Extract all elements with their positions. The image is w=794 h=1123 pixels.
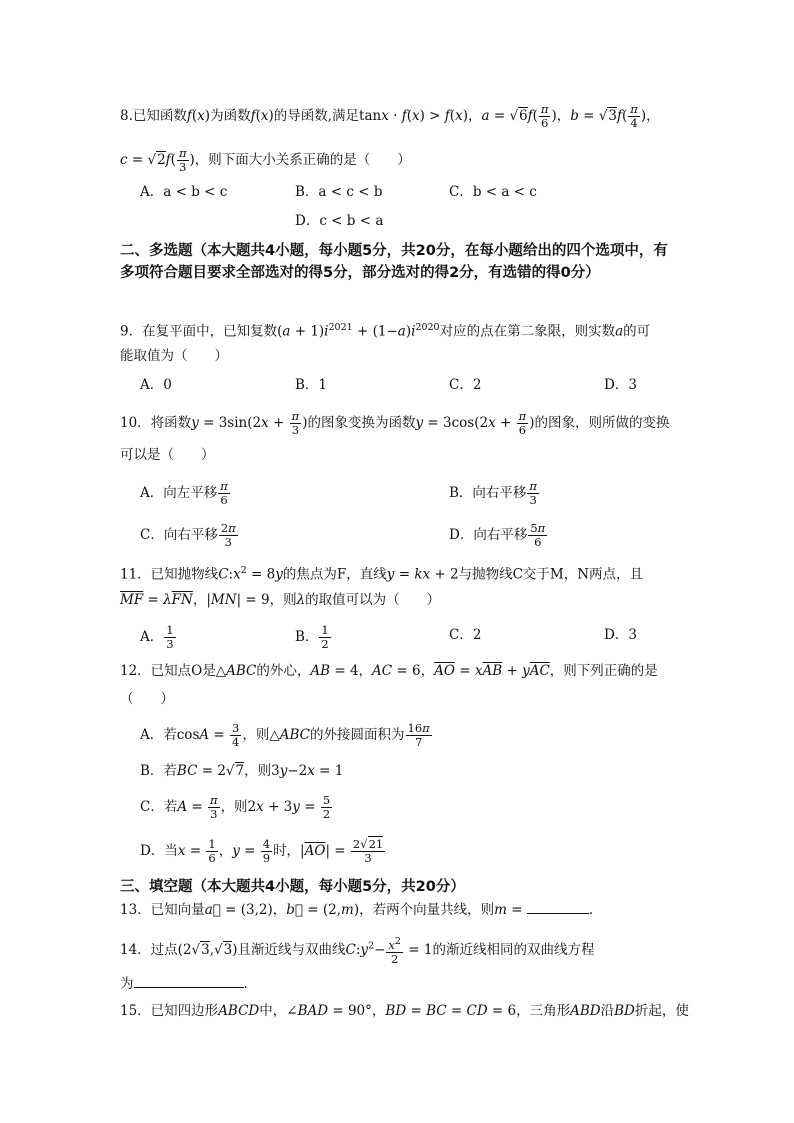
q14-answer-blank[interactable] <box>134 973 244 988</box>
q8-line2: c = √2f( $\frac{\pi}{3}$ )，则下面大小关系正确的是（ ） <box>120 146 411 174</box>
q9-option-d[interactable]: D．3 <box>604 377 637 393</box>
q13-line: 13．已知向量a⃗ = (3,2)，b⃗ = (2,m)，若两个向量共线，则m = . <box>120 899 593 920</box>
q8-option-c[interactable]: C．b < a < c <box>449 184 537 200</box>
q10-line1: 10．将函数y = 3sin(2x + $\frac{\pi}{3}$ )的图象变换为函数y = 3cos(2x + $\frac{\pi}{6}$ )的图象，则所做的变换 <box>120 409 670 437</box>
q12-option-b[interactable]: B．若BC = 2√7，则3y−2x = 1 <box>140 763 344 779</box>
q13-answer-blank[interactable] <box>527 899 589 914</box>
q10-option-b[interactable]: B．向右平移 $\frac{\pi}{3}$ <box>449 479 537 507</box>
q9-line2: 能取值为（ ） <box>120 348 228 364</box>
q12-option-a[interactable]: A．若cosA = $\frac{3}{4}$ ，则△ABC的外接圆面积为 $\frac{16\pi}{7}$ <box>140 721 430 749</box>
q10-option-c[interactable]: C．向右平移 $\frac{2\pi}{3}$ <box>140 521 236 549</box>
q12-option-c[interactable]: C．若A = $\frac{\pi}{3}$ ，则2x + 3y = $\frac{5}{2}$ <box>140 793 331 821</box>
q9-option-a[interactable]: A．0 <box>140 377 172 393</box>
q8-option-b[interactable]: B．a < c < b <box>295 184 383 200</box>
q8-option-d[interactable]: D．c < b < a <box>295 213 384 229</box>
q9-line1: 9．在复平面中，已知复数$(a + 1)i^{2021} + (1-a)i^{2020}$对应的点在第二象限，则实数a的可 <box>120 322 651 340</box>
q9-option-c[interactable]: C．2 <box>449 377 482 393</box>
q12-option-d[interactable]: D．当x = $\frac{1}{6}$ ，y = $\frac{4}{9}$ 时，$|\overline{AO}|$ = $\frac{2√21}{3}$ <box>140 837 384 865</box>
q11-option-b[interactable]: B． $\frac{1}{2}$ <box>295 623 329 651</box>
q11-option-c[interactable]: C．2 <box>449 627 482 643</box>
q8-option-a[interactable]: A．a < b < c <box>140 184 228 200</box>
q10-option-d[interactable]: D．向右平移 $\frac{5\pi}{6}$ <box>449 521 546 549</box>
section-multiple-choice-heading: 二、多选题（本大题共4小题，每小题5分，共20分，在每小题给出的四个选项中，有多项符合题目要求全部选对的得5分，部分选对的得2分，有选错的得0分） <box>120 243 668 281</box>
q12-line1: 12．已知点O是△ABC的外心，AB = 4，AC = 6，$\overline{AO} = x\overline{AB} + y\overline{AC}$，则下列正确的是 <box>120 663 658 679</box>
q11-option-d[interactable]: D．3 <box>604 627 637 643</box>
q9-option-b[interactable]: B．1 <box>295 377 328 393</box>
section-fill-in-heading: 三、填空题（本大题共4小题，每小题5分，共20分） <box>120 879 465 895</box>
q14-line2: 为 . <box>120 973 248 994</box>
q8-line1: 8.已知函数f(x)为函数f(x)的导函数,满足tanx · f(x) > f(x)，a = √6f( $\frac{\pi}{6}$ )，b = √3f( $\frac{\pi}{4}$ )， <box>120 102 660 130</box>
q11-line1: 11．已知抛物线$C:x^2 = 8y$的焦点为F，直线y = kx + 2与抛物线C交于M，N两点，且 <box>120 565 644 583</box>
q10-line2: 可以是（ ） <box>120 447 215 463</box>
q11-line2: $\overline{MF} = \lambda\overline{FN}$，|MN| = 9，则λ的取值可以为（ ） <box>120 592 441 608</box>
q14-line1: 14．过点(2√3,√3)且渐近线与双曲线$C:y^2-$ $\frac{x^2}{2}$ = 1的渐近线相同的双曲线方程 <box>120 936 595 966</box>
q10-option-a[interactable]: A．向左平移 $\frac{\pi}{6}$ <box>140 479 228 507</box>
q15-line: 15．已知四边形ABCD中，∠BAD = 90°，BD = BC = CD = 6，三角形ABD沿BD折起，使 <box>120 1003 689 1019</box>
q12-line2: （ ） <box>120 691 174 707</box>
q11-option-a[interactable]: A． $\frac{1}{3}$ <box>140 623 174 651</box>
